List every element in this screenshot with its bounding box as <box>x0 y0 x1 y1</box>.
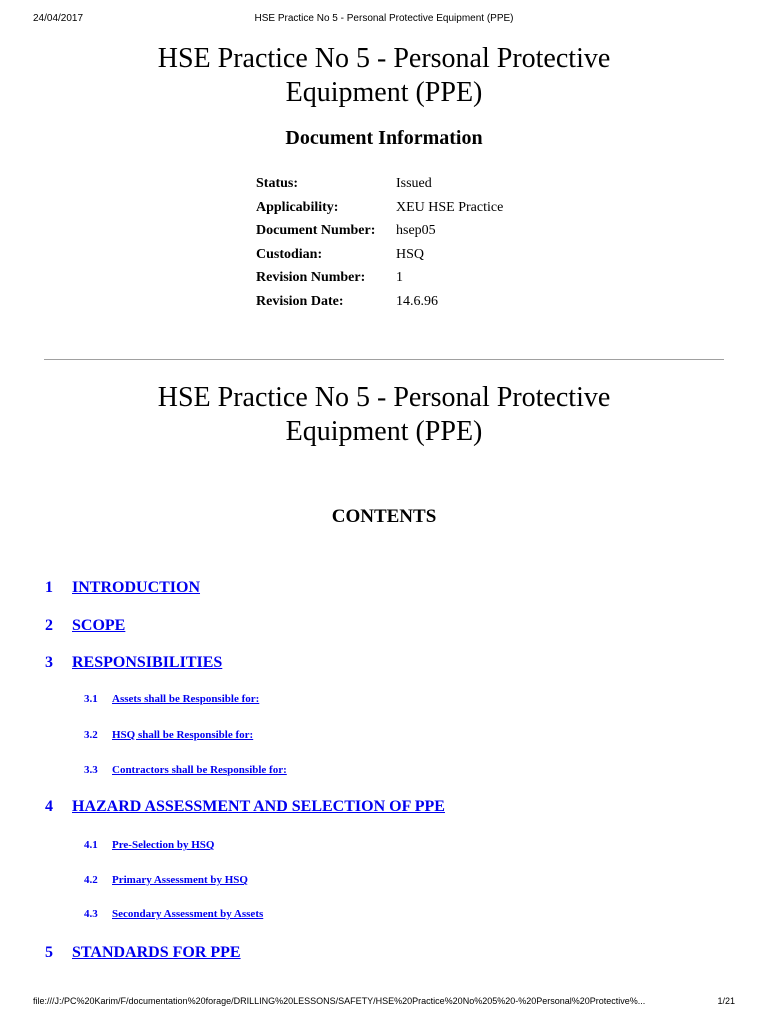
document-info-heading: Document Information <box>285 127 483 149</box>
toc-link-responsibilities[interactable] <box>45 654 222 672</box>
toc-number: 4.3 <box>84 908 98 920</box>
print-url: file:///J:/PC%20Karim/F/documentation%20forage/DRILLING%20LESSONS/SAFETY/HSE%20Practice%20No%205%20-%20Personal%20Protective%... <box>33 996 646 1006</box>
toc-number: 4.2 <box>84 874 98 886</box>
info-label: Revision Number: <box>256 270 366 285</box>
toc-label: RESPONSIBILITIES <box>72 654 223 671</box>
toc-number: 4 <box>45 798 53 815</box>
info-value: XEU HSE Practice <box>396 199 504 215</box>
toc-label: Assets shall be Responsible for: <box>112 693 260 705</box>
toc-link-scope[interactable] <box>45 617 125 635</box>
info-label: Document Number: <box>256 223 376 238</box>
print-title: HSE Practice No 5 - Personal Protective Equipment (PPE) <box>254 13 514 24</box>
toc-label: INTRODUCTION <box>72 579 201 596</box>
toc-link-primary-assessment[interactable] <box>84 874 248 886</box>
toc-label: Secondary Assessment by Assets <box>112 908 264 920</box>
toc-link-assets-responsible[interactable] <box>84 693 259 705</box>
section-title-line1: HSE Practice No 5 - Personal Protective <box>157 382 611 413</box>
info-value: hsep05 <box>396 223 436 238</box>
document-title-line2: Equipment (PPE) <box>285 77 483 108</box>
print-date: 24/04/2017 <box>33 13 84 24</box>
toc-link-pre-selection[interactable] <box>84 839 214 851</box>
toc-number: 3.2 <box>84 729 98 741</box>
document-title <box>0 42 768 110</box>
info-label: Custodian: <box>256 246 323 262</box>
toc-number: 3 <box>45 654 53 671</box>
page-number: 1/21 <box>717 996 735 1006</box>
info-value: HSQ <box>396 246 425 262</box>
toc-link-hsq-responsible[interactable] <box>84 729 253 741</box>
toc-number: 4.1 <box>84 839 98 851</box>
print-header <box>0 13 768 27</box>
toc-label: HSQ shall be Responsible for: <box>112 729 254 741</box>
document-title-line1: HSE Practice No 5 - Personal Protective <box>157 43 611 74</box>
section-title-line2: Equipment (PPE) <box>285 416 483 447</box>
info-label: Applicability: <box>256 199 339 215</box>
toc-number: 1 <box>45 579 53 596</box>
toc-number: 3.1 <box>84 693 98 705</box>
print-footer <box>0 996 768 1010</box>
info-value: Issued <box>396 176 432 191</box>
info-label: Revision Date: <box>256 293 344 309</box>
toc-link-contractors-responsible[interactable] <box>84 764 287 776</box>
toc-label: Primary Assessment by HSQ <box>112 874 248 886</box>
toc-label: Contractors shall be Responsible for: <box>112 764 287 776</box>
toc-link-hazard-assessment[interactable] <box>45 798 445 816</box>
toc-number: 3.3 <box>84 764 98 776</box>
info-value: 14.6.96 <box>396 293 438 309</box>
contents-heading: CONTENTS <box>331 506 437 527</box>
horizontal-rule <box>44 359 724 360</box>
toc-link-standards[interactable] <box>45 944 241 962</box>
info-label: Status: <box>256 176 299 191</box>
toc-number: 2 <box>45 617 53 634</box>
toc-link-secondary-assessment[interactable] <box>84 908 263 920</box>
section-title <box>0 381 768 449</box>
toc-label: STANDARDS FOR PPE <box>72 944 241 961</box>
info-value: 1 <box>396 270 403 285</box>
toc-label: SCOPE <box>72 617 126 634</box>
toc-number: 5 <box>45 944 53 961</box>
toc-label: Pre-Selection by HSQ <box>112 839 215 851</box>
toc-label: HAZARD ASSESSMENT AND SELECTION OF PPE <box>72 798 445 815</box>
toc-link-introduction[interactable] <box>45 579 200 597</box>
